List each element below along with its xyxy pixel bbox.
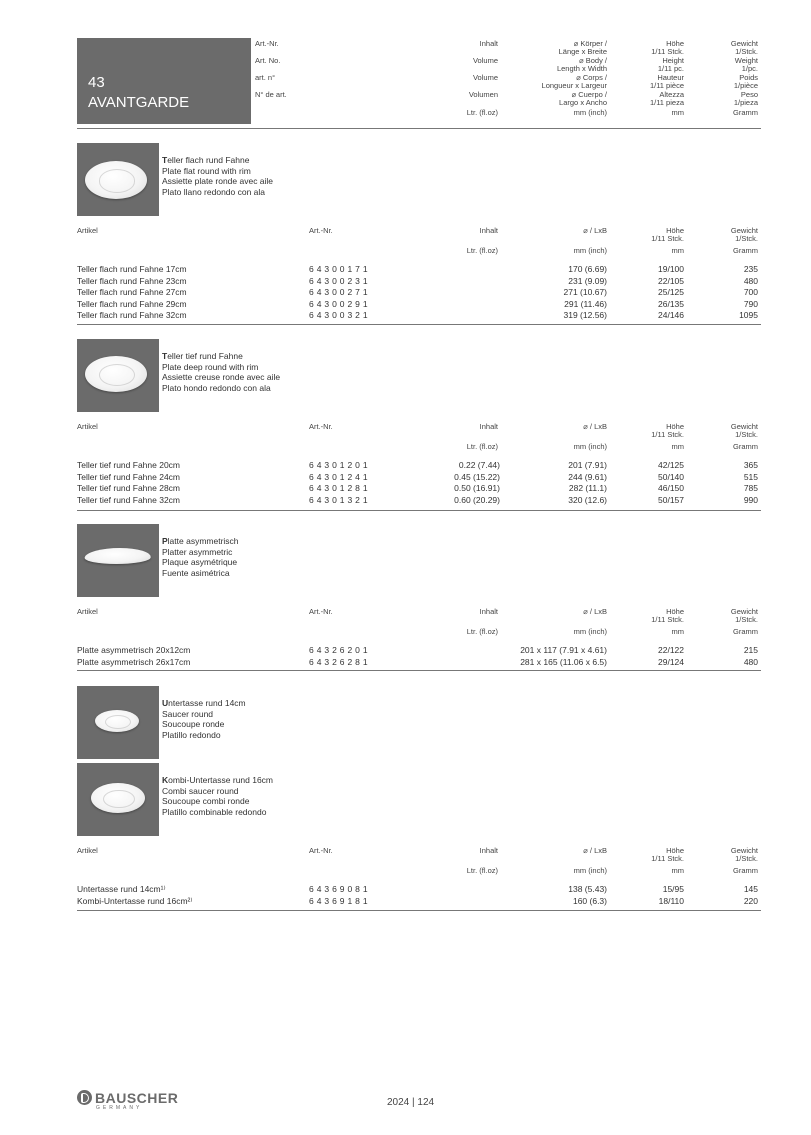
series-name: AVANTGARDE [88, 94, 190, 111]
table-cell-artikel: Teller flach rund Fahne 27cm [77, 287, 187, 297]
col-inhalt-unit: Ltr. (fl.oz) [466, 442, 498, 451]
header-dim-en1: ⌀ Body / [579, 56, 607, 65]
product-translation: Combi saucer round [162, 785, 239, 796]
product-image [83, 548, 152, 564]
table-cell-gewicht: 700 [743, 287, 758, 297]
table-cell-hoehe: 50/140 [658, 471, 684, 482]
table-cell-dim: 244 (9.61) [568, 471, 607, 482]
product-title [162, 536, 239, 547]
col-hoehe-sub: 1/11 Stck. [651, 615, 684, 624]
col-dim: ⌀ / LxB [583, 422, 607, 431]
header-hoehe-es1: Altezza [659, 90, 684, 99]
col-gewicht-sub: 1/Stck. [735, 430, 758, 439]
table-cell-inhalt: 0.60 (20.29) [454, 494, 500, 505]
product-translation: Fuente asimétrica [162, 567, 230, 578]
product-translation: Platter asymmetric [162, 546, 233, 557]
table-cell-artikel: Teller tief rund Fahne 20cm [77, 460, 180, 470]
product-translation: Soucoupe ronde [162, 719, 225, 729]
col-inhalt: Inhalt [479, 846, 498, 855]
table-cell-dim: 291 (11.46) [564, 298, 607, 309]
table-cell-hoehe: 18/110 [658, 895, 684, 906]
brand-sub: GERMANY [96, 1105, 143, 1111]
product-thumbnail [77, 143, 159, 216]
header-inhalt-unit: Ltr. (fl.oz) [466, 108, 498, 117]
bauscher-mark-icon [77, 1090, 92, 1105]
col-gewicht-unit: Gramm [733, 866, 758, 875]
col-inhalt: Inhalt [479, 607, 498, 616]
header-hoehe-unit: mm [671, 108, 684, 117]
table-cell-dim: 320 (12.6) [568, 494, 607, 505]
table-cell-artnr: 6 4 3 0 0 2 7 1 [309, 287, 368, 297]
col-gewicht-sub: 1/Stck. [735, 234, 758, 243]
table-cell-artikel: Teller tief rund Fahne 24cm [77, 471, 180, 482]
table-cell-artikel: Platte asymmetrisch 20x12cm [77, 645, 191, 655]
table-cell-artikel: Teller flach rund Fahne 23cm [77, 275, 187, 286]
product-title [162, 351, 280, 362]
table-cell-gewicht: 785 [743, 483, 758, 493]
col-hoehe-unit: mm [671, 866, 684, 875]
col-artnr: Art.-Nr. [309, 846, 333, 855]
table-cell-inhalt: 0.50 (16.91) [454, 483, 500, 493]
table-cell-dim: 201 x 117 (7.91 x 4.61) [520, 645, 607, 655]
header-dim-unit: mm (inch) [573, 108, 607, 117]
table-cell-gewicht: 235 [743, 264, 758, 274]
header-gewicht-fr1: Poids [739, 73, 758, 82]
col-gewicht-sub: 1/Stck. [735, 615, 758, 624]
table-cell-inhalt: 0.22 (7.44) [458, 460, 500, 470]
table-cell-hoehe: 50/157 [658, 494, 684, 505]
product-translation: Plate deep round with rim [162, 361, 259, 372]
product-title-rest: latte asymmetrisch [167, 536, 239, 546]
header-artnr-de: Art.-Nr. [255, 39, 279, 48]
header-hoehe-fr1: Hauteur [657, 73, 684, 82]
table-cell-artnr: 6 4 3 6 9 0 8 1 [309, 884, 368, 894]
table-cell-artikel: Kombi-Untertasse rund 16cm²⁾ [77, 895, 193, 906]
table-cell-dim: 201 (7.91) [568, 460, 607, 470]
brand-name: BAUSCHER [95, 1090, 179, 1106]
product-translation: Assiette creuse ronde avec aile [162, 372, 281, 382]
table-cell-artnr: 6 4 3 6 9 1 8 1 [309, 895, 368, 906]
col-artnr: Art.-Nr. [309, 607, 333, 616]
product-thumbnail [77, 686, 159, 759]
product-translation: Plato llano redondo con ala [162, 186, 266, 197]
table-cell-dim: 281 x 165 (11.06 x 6.5) [520, 656, 607, 667]
table-cell-gewicht: 515 [743, 471, 758, 482]
table-cell-artnr: 6 4 3 0 1 2 4 1 [309, 471, 368, 482]
table-cell-artikel: Untertasse rund 14cm¹⁾ [77, 884, 166, 894]
header-inhalt-fr: Volume [472, 73, 498, 82]
section-divider [77, 324, 761, 325]
col-gewicht: Gewicht [730, 846, 758, 855]
col-inhalt: Inhalt [479, 226, 498, 235]
table-cell-artnr: 6 4 3 0 0 2 3 1 [309, 275, 368, 286]
product-title-rest: eller tief rund Fahne [167, 351, 243, 361]
product-image [95, 710, 139, 732]
col-inhalt: Inhalt [479, 422, 498, 431]
col-hoehe-sub: 1/11 Stck. [651, 854, 684, 863]
table-cell-dim: 160 (6.3) [572, 895, 607, 906]
product-image [91, 783, 145, 813]
col-gewicht: Gewicht [730, 607, 758, 616]
product-description [162, 536, 239, 578]
table-cell-dim: 138 (5.43) [568, 884, 607, 894]
product-title [162, 775, 273, 786]
col-artikel: Artikel [77, 607, 98, 616]
series-number: 43 [88, 74, 105, 91]
header-inhalt-es: Volumen [468, 90, 498, 99]
header-hoehe-fr2: 1/11 pièce [649, 81, 684, 90]
table-cell-hoehe: 24/146 [658, 310, 684, 320]
header-hoehe-de1: Höhe [666, 39, 684, 48]
product-translation: Assiette plate ronde avec aile [162, 176, 274, 186]
col-hoehe: Höhe [666, 607, 684, 616]
col-hoehe-unit: mm [671, 627, 684, 636]
col-dim: ⌀ / LxB [583, 846, 607, 855]
header-gewicht-de2: 1/Stck. [735, 47, 758, 56]
header-gewicht-es2: 1/pieza [733, 98, 758, 107]
table-cell-gewicht: 990 [743, 494, 758, 505]
header-dim-fr1: ⌀ Corps / [576, 73, 607, 82]
product-title-initial: P [162, 536, 168, 546]
table-cell-hoehe: 46/150 [658, 483, 684, 493]
header-hoehe-de2: 1/11 Stck. [651, 47, 684, 56]
col-artikel: Artikel [77, 846, 98, 855]
table-cell-hoehe: 22/105 [658, 275, 684, 286]
header-gewicht-unit: Gramm [733, 108, 758, 117]
product-translation: Platillo combinable redondo [162, 806, 267, 817]
product-title-initial: T [162, 155, 168, 165]
product-title-rest: ntertasse rund 14cm [168, 698, 246, 708]
table-cell-artikel: Teller flach rund Fahne 17cm [77, 264, 187, 274]
table-cell-hoehe: 19/100 [658, 264, 684, 274]
col-dim-unit: mm (inch) [573, 627, 607, 636]
product-translation: Platillo redondo [162, 729, 221, 740]
col-hoehe-sub: 1/11 Stck. [651, 234, 684, 243]
col-artikel: Artikel [77, 226, 98, 235]
product-description [162, 155, 273, 197]
product-thumbnail [77, 524, 159, 597]
series-title-box [77, 38, 251, 124]
header-inhalt-en: Volume [472, 56, 498, 65]
table-cell-artnr: 6 4 3 0 1 3 2 1 [309, 494, 368, 505]
header-hoehe-en1: Height [662, 56, 684, 65]
table-cell-dim: 231 (9.09) [568, 275, 607, 286]
col-hoehe: Höhe [666, 846, 684, 855]
product-image [85, 356, 147, 392]
header-gewicht-de1: Gewicht [730, 39, 758, 48]
product-thumbnail [77, 339, 159, 412]
col-inhalt-unit: Ltr. (fl.oz) [466, 866, 498, 875]
table-cell-artnr: 6 4 3 0 0 2 9 1 [309, 298, 368, 309]
table-cell-hoehe: 15/95 [662, 884, 684, 894]
brand-logo [77, 1090, 178, 1106]
col-gewicht-unit: Gramm [733, 627, 758, 636]
col-gewicht-sub: 1/Stck. [735, 854, 758, 863]
table-cell-hoehe: 42/125 [658, 460, 684, 470]
col-inhalt-unit: Ltr. (fl.oz) [466, 627, 498, 636]
header-dim-es1: ⌀ Cuerpo / [571, 90, 607, 99]
product-title-rest: eller flach rund Fahne [167, 155, 250, 165]
col-gewicht: Gewicht [730, 226, 758, 235]
table-cell-inhalt: 0.45 (15.22) [454, 471, 500, 482]
header-hoehe-en2: 1/11 pc. [657, 64, 684, 73]
table-cell-gewicht: 790 [743, 298, 758, 309]
table-cell-hoehe: 26/135 [658, 298, 684, 309]
section-divider [77, 510, 761, 511]
page-number: 2024 | 124 [387, 1097, 435, 1108]
header-artnr-es: N° de art. [255, 90, 287, 99]
table-cell-artnr: 6 4 3 0 1 2 8 1 [309, 483, 368, 493]
header-dim-es2: Largo x Ancho [559, 98, 607, 107]
header-artnr-fr: art. n° [255, 73, 276, 82]
col-dim: ⌀ / LxB [583, 226, 607, 235]
product-translation: Plato hondo redondo con ala [162, 382, 271, 393]
col-artnr: Art.-Nr. [309, 226, 333, 235]
table-cell-artikel: Platte asymmetrisch 26x17cm [77, 656, 191, 667]
product-translation: Plate flat round with rim [162, 165, 251, 176]
col-artnr: Art.-Nr. [309, 422, 333, 431]
table-cell-gewicht: 215 [743, 645, 758, 655]
table-cell-artnr: 6 4 3 2 6 2 8 1 [309, 656, 368, 667]
table-cell-dim: 282 (11.1) [568, 483, 607, 493]
table-cell-hoehe: 22/122 [658, 645, 684, 655]
table-cell-artnr: 6 4 3 0 0 1 7 1 [309, 264, 368, 274]
col-gewicht-unit: Gramm [733, 442, 758, 451]
table-cell-dim: 170 (6.69) [568, 264, 607, 274]
product-title [162, 155, 273, 166]
product-translation: Saucer round [162, 708, 214, 719]
table-cell-gewicht: 145 [743, 884, 758, 894]
header-gewicht-fr2: 1/pièce [733, 81, 758, 90]
col-dim-unit: mm (inch) [573, 442, 607, 451]
section-divider [77, 910, 761, 911]
col-hoehe: Höhe [666, 226, 684, 235]
col-gewicht-unit: Gramm [733, 246, 758, 255]
table-cell-gewicht: 220 [743, 895, 758, 906]
table-cell-artnr: 6 4 3 0 1 2 0 1 [309, 460, 368, 470]
col-gewicht: Gewicht [730, 422, 758, 431]
product-translation: Soucoupe combi ronde [162, 796, 250, 806]
col-hoehe-sub: 1/11 Stck. [651, 430, 684, 439]
product-title-initial: K [162, 775, 169, 785]
table-cell-artikel: Teller flach rund Fahne 32cm [77, 310, 187, 320]
header-gewicht-en2: 1/pc. [741, 64, 758, 73]
table-cell-dim: 319 (12.56) [563, 310, 607, 320]
header-divider [77, 128, 761, 129]
product-image [85, 161, 147, 199]
table-cell-gewicht: 480 [743, 656, 758, 667]
header-hoehe-es2: 1/11 pieza [649, 98, 684, 107]
col-hoehe: Höhe [666, 422, 684, 431]
table-cell-hoehe: 29/124 [658, 656, 684, 667]
product-title [162, 698, 246, 709]
header-gewicht-en1: Weight [734, 56, 758, 65]
table-cell-artikel: Teller tief rund Fahne 32cm [77, 494, 180, 505]
header-gewicht-es1: Peso [740, 90, 758, 99]
table-cell-dim: 271 (10.67) [563, 287, 607, 297]
product-translation: Plaque asymétrique [162, 557, 238, 567]
product-title-initial: T [162, 351, 168, 361]
table-cell-gewicht: 1095 [739, 310, 758, 320]
col-inhalt-unit: Ltr. (fl.oz) [466, 246, 498, 255]
product-description [162, 351, 280, 393]
col-dim-unit: mm (inch) [573, 866, 607, 875]
header-dim-fr2: Longueur x Largeur [541, 81, 607, 90]
col-dim: ⌀ / LxB [583, 607, 607, 616]
header-dim-de1: ⌀ Körper / [573, 39, 607, 48]
col-dim-unit: mm (inch) [573, 246, 607, 255]
col-artikel: Artikel [77, 422, 98, 431]
product-description [162, 698, 246, 740]
header-artnr-en: Art. No. [255, 56, 281, 65]
product-title-initial: U [162, 698, 169, 708]
table-cell-gewicht: 480 [743, 275, 758, 286]
table-cell-gewicht: 365 [743, 460, 758, 470]
table-cell-hoehe: 25/125 [658, 287, 684, 297]
section-divider [77, 670, 761, 671]
table-cell-artnr: 6 4 3 2 6 2 0 1 [309, 645, 368, 655]
product-thumbnail [77, 763, 159, 836]
col-hoehe-unit: mm [671, 246, 684, 255]
product-title-rest: ombi-Untertasse rund 16cm [168, 775, 274, 785]
col-hoehe-unit: mm [671, 442, 684, 451]
table-cell-artikel: Teller flach rund Fahne 29cm [77, 298, 187, 309]
table-cell-artnr: 6 4 3 0 0 3 2 1 [309, 310, 368, 320]
table-cell-artikel: Teller tief rund Fahne 28cm [77, 483, 180, 493]
header-inhalt-de: Inhalt [479, 39, 498, 48]
product-description [162, 775, 273, 817]
header-dim-de2: Länge x Breite [558, 47, 607, 56]
header-dim-en2: Length x Width [556, 64, 607, 73]
